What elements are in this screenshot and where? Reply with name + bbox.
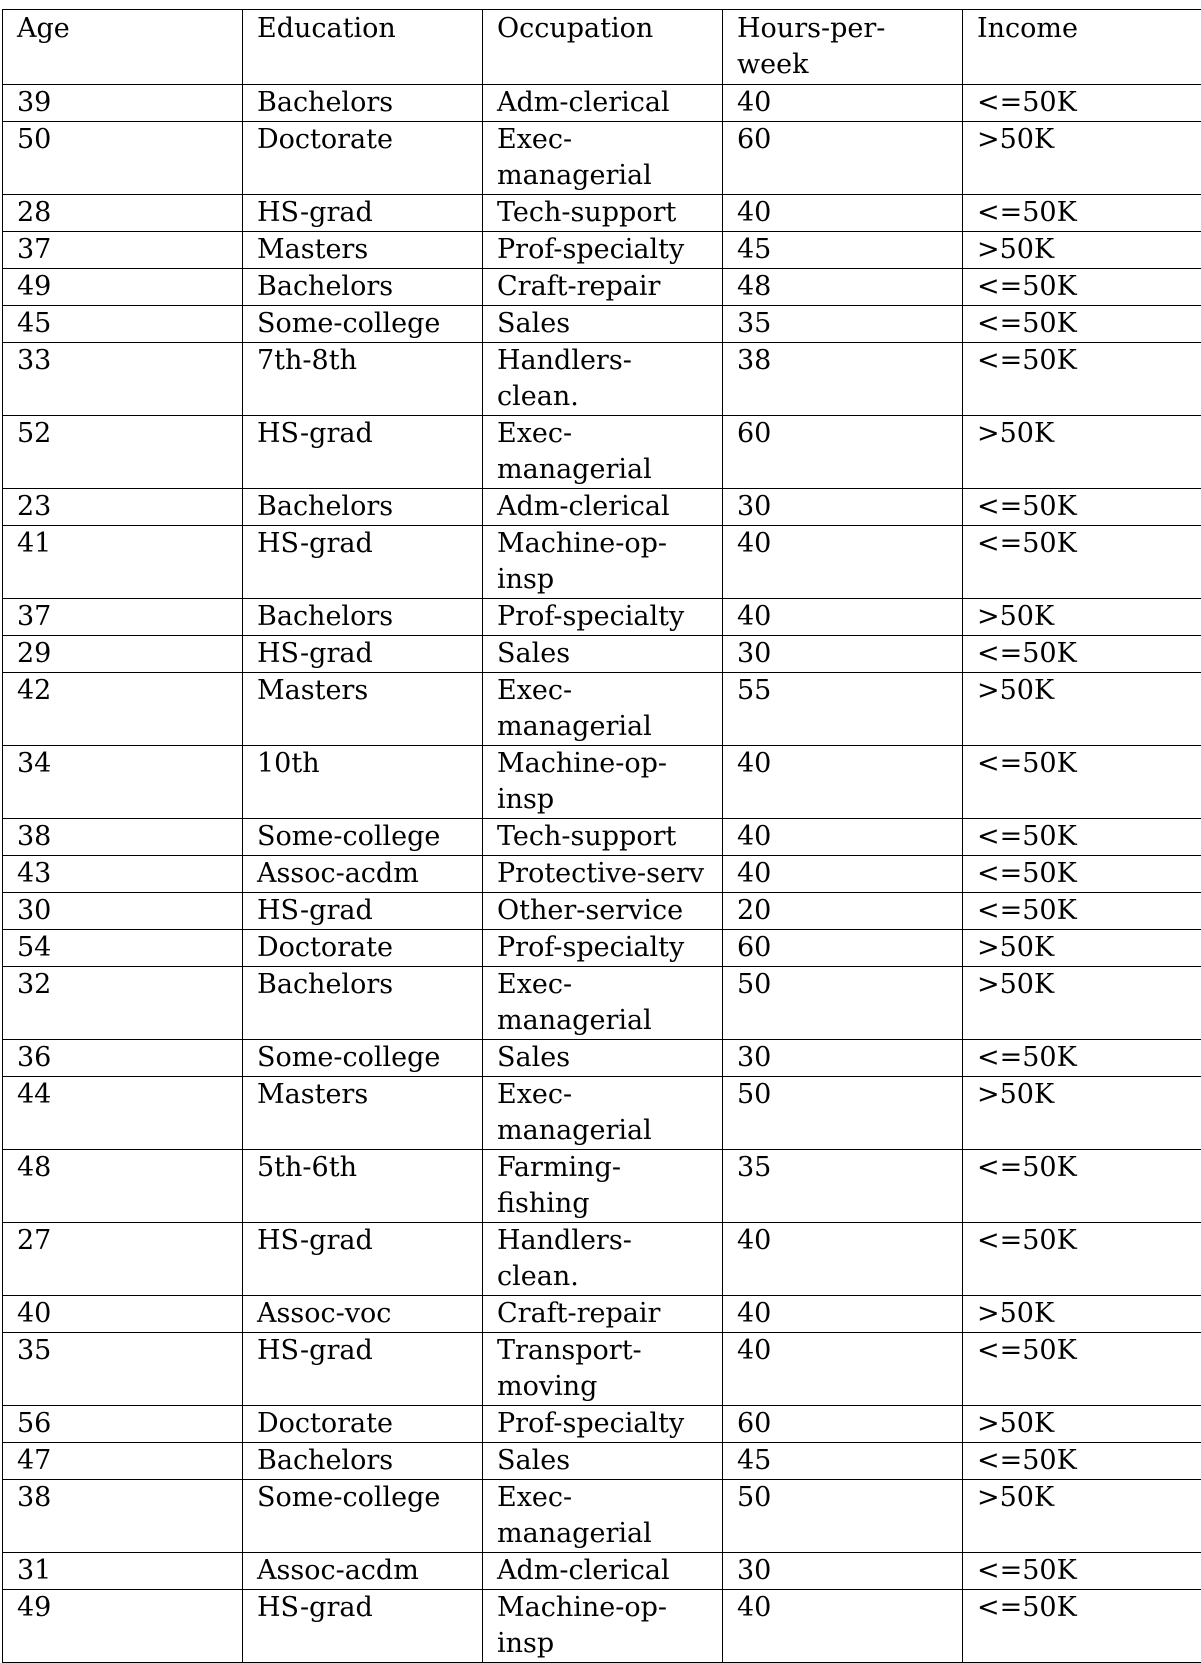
table-body bbox=[3, 85, 1201, 1663]
cell-occupation: Transport-moving bbox=[483, 1333, 723, 1406]
cell-occupation: Tech-support bbox=[483, 819, 723, 856]
cell-age: 50 bbox=[3, 122, 243, 195]
cell-age: 52 bbox=[3, 416, 243, 489]
table-row bbox=[3, 819, 1201, 856]
cell-occupation: Adm-clerical bbox=[483, 1553, 723, 1590]
cell-education: Bachelors bbox=[243, 967, 483, 1040]
cell-education: Doctorate bbox=[243, 930, 483, 967]
cell-occupation: Prof-specialty bbox=[483, 599, 723, 636]
cell-age: 38 bbox=[3, 1480, 243, 1553]
cell-education: HS-grad bbox=[243, 1223, 483, 1296]
cell-occupation: Craft-repair bbox=[483, 269, 723, 306]
cell-hours-per-week: 40 bbox=[723, 526, 963, 599]
cell-income: <=50K bbox=[963, 1150, 1201, 1223]
cell-income: <=50K bbox=[963, 85, 1201, 122]
cell-education: Masters bbox=[243, 673, 483, 746]
cell-education: Bachelors bbox=[243, 85, 483, 122]
cell-income: <=50K bbox=[963, 306, 1201, 343]
table-header bbox=[3, 10, 1201, 85]
cell-hours-per-week: 40 bbox=[723, 85, 963, 122]
cell-income: <=50K bbox=[963, 526, 1201, 599]
cell-income: >50K bbox=[963, 599, 1201, 636]
table-row bbox=[3, 416, 1201, 489]
cell-age: 44 bbox=[3, 1077, 243, 1150]
table-row bbox=[3, 85, 1201, 122]
cell-age: 29 bbox=[3, 636, 243, 673]
cell-income: >50K bbox=[963, 1480, 1201, 1553]
cell-age: 40 bbox=[3, 1296, 243, 1333]
table-row bbox=[3, 1590, 1201, 1663]
table-row bbox=[3, 343, 1201, 416]
table-row bbox=[3, 673, 1201, 746]
table-row bbox=[3, 1553, 1201, 1590]
cell-income: <=50K bbox=[963, 1443, 1201, 1480]
cell-education: Some-college bbox=[243, 819, 483, 856]
table-row bbox=[3, 269, 1201, 306]
table-row bbox=[3, 893, 1201, 930]
cell-occupation: Protective-serv bbox=[483, 856, 723, 893]
cell-hours-per-week: 60 bbox=[723, 416, 963, 489]
table-row bbox=[3, 746, 1201, 819]
cell-education: Bachelors bbox=[243, 489, 483, 526]
cell-hours-per-week: 40 bbox=[723, 1590, 963, 1663]
header-row bbox=[3, 10, 1201, 85]
table-row bbox=[3, 489, 1201, 526]
table-row bbox=[3, 1296, 1201, 1333]
header-occupation: Occupation bbox=[483, 10, 723, 85]
cell-age: 54 bbox=[3, 930, 243, 967]
cell-education: Some-college bbox=[243, 1040, 483, 1077]
cell-age: 48 bbox=[3, 1150, 243, 1223]
cell-education: Doctorate bbox=[243, 1406, 483, 1443]
cell-education: Bachelors bbox=[243, 269, 483, 306]
cell-age: 36 bbox=[3, 1040, 243, 1077]
cell-hours-per-week: 30 bbox=[723, 1553, 963, 1590]
cell-income: <=50K bbox=[963, 343, 1201, 416]
cell-hours-per-week: 30 bbox=[723, 636, 963, 673]
table-row bbox=[3, 232, 1201, 269]
cell-age: 45 bbox=[3, 306, 243, 343]
cell-occupation: Exec-managerial bbox=[483, 416, 723, 489]
table-row bbox=[3, 195, 1201, 232]
cell-age: 47 bbox=[3, 1443, 243, 1480]
cell-occupation: Tech-support bbox=[483, 195, 723, 232]
cell-age: 23 bbox=[3, 489, 243, 526]
cell-education: Masters bbox=[243, 232, 483, 269]
cell-hours-per-week: 35 bbox=[723, 306, 963, 343]
cell-education: 10th bbox=[243, 746, 483, 819]
cell-education: Bachelors bbox=[243, 599, 483, 636]
cell-education: Some-college bbox=[243, 1480, 483, 1553]
cell-income: >50K bbox=[963, 416, 1201, 489]
cell-age: 43 bbox=[3, 856, 243, 893]
cell-occupation: Exec-managerial bbox=[483, 122, 723, 195]
cell-hours-per-week: 35 bbox=[723, 1150, 963, 1223]
table-row bbox=[3, 930, 1201, 967]
cell-occupation: Farming-fishing bbox=[483, 1150, 723, 1223]
cell-education: 7th-8th bbox=[243, 343, 483, 416]
cell-hours-per-week: 40 bbox=[723, 746, 963, 819]
cell-education: Bachelors bbox=[243, 1443, 483, 1480]
cell-occupation: Craft-repair bbox=[483, 1296, 723, 1333]
cell-income: >50K bbox=[963, 122, 1201, 195]
table-row bbox=[3, 526, 1201, 599]
cell-hours-per-week: 40 bbox=[723, 819, 963, 856]
cell-hours-per-week: 60 bbox=[723, 122, 963, 195]
cell-occupation: Prof-specialty bbox=[483, 930, 723, 967]
cell-income: <=50K bbox=[963, 819, 1201, 856]
cell-hours-per-week: 50 bbox=[723, 1077, 963, 1150]
cell-age: 39 bbox=[3, 85, 243, 122]
data-table bbox=[2, 9, 1201, 1663]
cell-occupation: Exec-managerial bbox=[483, 1480, 723, 1553]
cell-income: <=50K bbox=[963, 856, 1201, 893]
cell-hours-per-week: 38 bbox=[723, 343, 963, 416]
cell-hours-per-week: 40 bbox=[723, 195, 963, 232]
cell-income: <=50K bbox=[963, 1553, 1201, 1590]
cell-education: Assoc-acdm bbox=[243, 856, 483, 893]
cell-occupation: Exec-managerial bbox=[483, 673, 723, 746]
cell-education: HS-grad bbox=[243, 1333, 483, 1406]
cell-age: 37 bbox=[3, 599, 243, 636]
cell-hours-per-week: 50 bbox=[723, 1480, 963, 1553]
cell-hours-per-week: 40 bbox=[723, 599, 963, 636]
cell-age: 49 bbox=[3, 1590, 243, 1663]
table-row bbox=[3, 636, 1201, 673]
cell-income: >50K bbox=[963, 930, 1201, 967]
cell-occupation: Handlers-clean. bbox=[483, 1223, 723, 1296]
cell-education: Assoc-acdm bbox=[243, 1553, 483, 1590]
table-row bbox=[3, 122, 1201, 195]
cell-education: HS-grad bbox=[243, 893, 483, 930]
header-age: Age bbox=[3, 10, 243, 85]
cell-income: >50K bbox=[963, 967, 1201, 1040]
cell-occupation: Adm-clerical bbox=[483, 489, 723, 526]
cell-occupation: Sales bbox=[483, 636, 723, 673]
cell-hours-per-week: 30 bbox=[723, 489, 963, 526]
cell-age: 31 bbox=[3, 1553, 243, 1590]
cell-occupation: Handlers-clean. bbox=[483, 343, 723, 416]
cell-education: HS-grad bbox=[243, 526, 483, 599]
cell-hours-per-week: 45 bbox=[723, 232, 963, 269]
cell-age: 56 bbox=[3, 1406, 243, 1443]
cell-income: <=50K bbox=[963, 489, 1201, 526]
cell-occupation: Exec-managerial bbox=[483, 1077, 723, 1150]
cell-hours-per-week: 40 bbox=[723, 856, 963, 893]
cell-hours-per-week: 20 bbox=[723, 893, 963, 930]
cell-education: Some-college bbox=[243, 306, 483, 343]
cell-age: 41 bbox=[3, 526, 243, 599]
cell-hours-per-week: 40 bbox=[723, 1223, 963, 1296]
table-row bbox=[3, 1443, 1201, 1480]
cell-education: Masters bbox=[243, 1077, 483, 1150]
cell-income: <=50K bbox=[963, 1040, 1201, 1077]
cell-age: 30 bbox=[3, 893, 243, 930]
cell-hours-per-week: 48 bbox=[723, 269, 963, 306]
cell-income: <=50K bbox=[963, 746, 1201, 819]
cell-income: <=50K bbox=[963, 1223, 1201, 1296]
cell-occupation: Other-service bbox=[483, 893, 723, 930]
table-row bbox=[3, 599, 1201, 636]
cell-occupation: Prof-specialty bbox=[483, 232, 723, 269]
header-income: Income bbox=[963, 10, 1201, 85]
cell-income: >50K bbox=[963, 1077, 1201, 1150]
cell-income: <=50K bbox=[963, 1333, 1201, 1406]
cell-income: <=50K bbox=[963, 195, 1201, 232]
cell-education: HS-grad bbox=[243, 636, 483, 673]
cell-income: <=50K bbox=[963, 636, 1201, 673]
cell-education: HS-grad bbox=[243, 1590, 483, 1663]
cell-hours-per-week: 40 bbox=[723, 1333, 963, 1406]
cell-age: 37 bbox=[3, 232, 243, 269]
table-row bbox=[3, 1150, 1201, 1223]
cell-occupation: Machine-op-insp bbox=[483, 526, 723, 599]
table-row bbox=[3, 306, 1201, 343]
cell-age: 49 bbox=[3, 269, 243, 306]
cell-income: <=50K bbox=[963, 269, 1201, 306]
cell-age: 38 bbox=[3, 819, 243, 856]
cell-age: 33 bbox=[3, 343, 243, 416]
cell-hours-per-week: 45 bbox=[723, 1443, 963, 1480]
cell-income: >50K bbox=[963, 1406, 1201, 1443]
cell-occupation: Machine-op-insp bbox=[483, 1590, 723, 1663]
cell-age: 27 bbox=[3, 1223, 243, 1296]
table-row bbox=[3, 967, 1201, 1040]
cell-occupation: Prof-specialty bbox=[483, 1406, 723, 1443]
cell-education: Assoc-voc bbox=[243, 1296, 483, 1333]
cell-education: HS-grad bbox=[243, 416, 483, 489]
header-hours-per-week: Hours-per-week bbox=[723, 10, 963, 85]
cell-hours-per-week: 40 bbox=[723, 1296, 963, 1333]
cell-income: <=50K bbox=[963, 1590, 1201, 1663]
table-row bbox=[3, 1223, 1201, 1296]
table-row bbox=[3, 1077, 1201, 1150]
cell-occupation: Exec-managerial bbox=[483, 967, 723, 1040]
table-row bbox=[3, 856, 1201, 893]
table-row bbox=[3, 1406, 1201, 1443]
cell-occupation: Sales bbox=[483, 306, 723, 343]
table-row bbox=[3, 1333, 1201, 1406]
cell-occupation: Sales bbox=[483, 1040, 723, 1077]
cell-age: 32 bbox=[3, 967, 243, 1040]
cell-income: <=50K bbox=[963, 893, 1201, 930]
header-education: Education bbox=[243, 10, 483, 85]
cell-occupation: Sales bbox=[483, 1443, 723, 1480]
cell-age: 35 bbox=[3, 1333, 243, 1406]
cell-age: 34 bbox=[3, 746, 243, 819]
cell-education: 5th-6th bbox=[243, 1150, 483, 1223]
table-row bbox=[3, 1040, 1201, 1077]
cell-education: HS-grad bbox=[243, 195, 483, 232]
cell-hours-per-week: 30 bbox=[723, 1040, 963, 1077]
cell-income: >50K bbox=[963, 232, 1201, 269]
cell-hours-per-week: 60 bbox=[723, 1406, 963, 1443]
cell-education: Doctorate bbox=[243, 122, 483, 195]
cell-income: >50K bbox=[963, 673, 1201, 746]
cell-occupation: Adm-clerical bbox=[483, 85, 723, 122]
cell-age: 42 bbox=[3, 673, 243, 746]
cell-income: >50K bbox=[963, 1296, 1201, 1333]
cell-hours-per-week: 60 bbox=[723, 930, 963, 967]
cell-hours-per-week: 55 bbox=[723, 673, 963, 746]
cell-age: 28 bbox=[3, 195, 243, 232]
cell-occupation: Machine-op-insp bbox=[483, 746, 723, 819]
cell-hours-per-week: 50 bbox=[723, 967, 963, 1040]
table-row bbox=[3, 1480, 1201, 1553]
